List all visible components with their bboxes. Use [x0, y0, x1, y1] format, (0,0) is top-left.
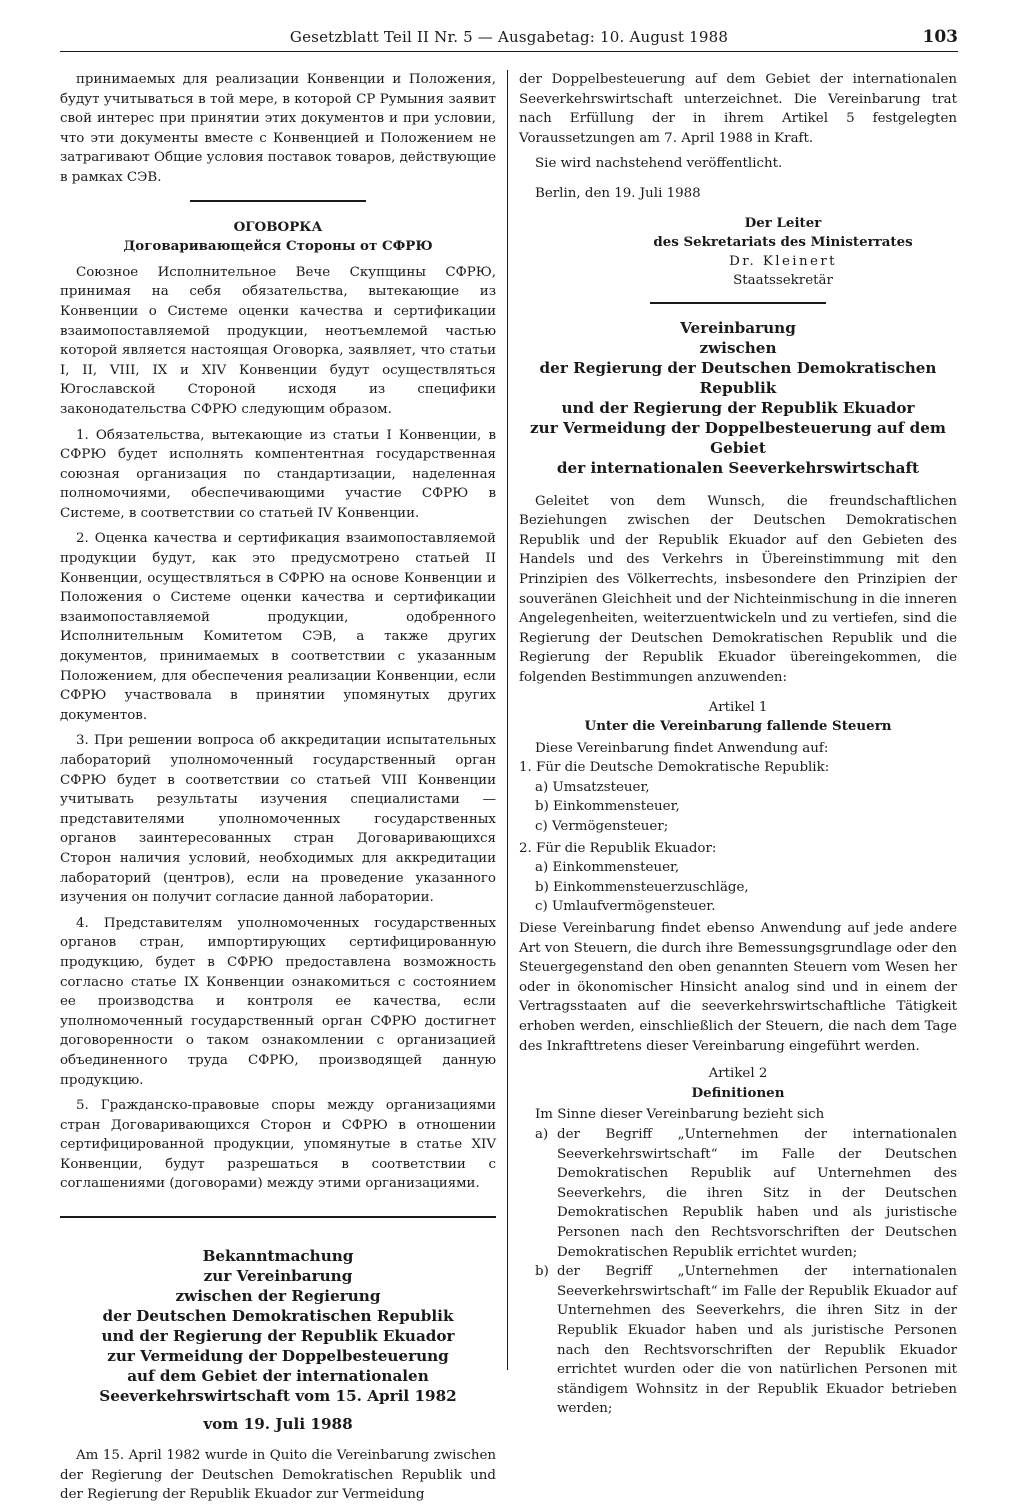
announcement-title-line: und der Regierung der Republik Ekuador — [101, 1327, 455, 1346]
preamble: Geleitet von dem Wunsch, die freundschaftlichen Beziehungen zwischen der Deutschen Demokratischen Republik und der Republik Ekuador auf den Gebieten des Handels und des Verkehrs in Übereinstimmung mit den Prinzipien des Völkerrechts, insbesondere den Prinzipien der souveränen Gleichheit und der Nichteinmischung in die inneren Angelegenheiten, weiterzuentwickeln und zu vertiefen, sind die Regierung der Deutschen Demokratischen Republik und die Regierung der Republik Ekuador übereingekommen, die folgenden Bestimmungen anzuwenden: — [519, 493, 957, 685]
article-2-lead: Im Sinne dieser Vereinbarung bezieht sich — [535, 1107, 825, 1123]
definition-item — [519, 1125, 957, 1262]
agreement-title-line: zur Vermeidung der Doppelbesteuerung auf dem Gebiet — [530, 418, 946, 457]
article-1-group-1: 1. Für die Deutsche Demokratische Republik: — [519, 760, 830, 776]
left-column — [60, 70, 496, 1503]
page-header — [60, 28, 958, 52]
reservation-point-4: 4. Представителям уполномоченных государственных органов стран, импортирующих сертифицированную продукцию, будет в СФРЮ предоставлена возможность согласно статье IX Конвенции ознакомиться с состоянием ее производства и контроля ее качества, если уполномоченный государственный орган СФРЮ достигнет договоренности о таком ознакомлении с организацией объединенного труда СФРЮ, производящей данную продукцию. — [60, 915, 496, 1088]
signatory-line-1: Der Leiter — [744, 214, 822, 231]
definition-mark: b) — [535, 1264, 549, 1280]
article-1-lead: Diese Vereinbarung findet Anwendung auf: — [535, 740, 829, 756]
continuation-paragraph: der Doppelbesteuerung auf dem Gebiet der internationalen Seeverkehrswirtschaft unterzeichnet. Die Vereinbarung trat nach Erfüllung der in ihrem Artikel 5 festgelegten Voraussetzungen am 7. April 1988 in Kraft. — [519, 72, 957, 146]
announcement-title-line: zwischen der Regierung — [175, 1287, 381, 1306]
separator-line-full — [60, 1216, 496, 1218]
column-divider — [507, 70, 508, 1370]
list-item: c) Umlaufvermögensteuer. — [535, 899, 716, 915]
list-item: a) Umsatzsteuer, — [535, 779, 650, 795]
definition-text: der Begriff „Unternehmen der internationalen Seeverkehrswirtschaft“ im Falle der Republik Ekuador auf Unternehmen des Seeverkehrs, die ihren Sitz in der Republik Ekuador haben und als juristische Personen nach den Rechtsvorschriften der Republik Ekuador errichtet wurden oder die von natürlichen Personen mit ständigem Wohnsitz in der Republik Ekuador betrieben werden; — [557, 1264, 957, 1417]
definition-item — [519, 1262, 957, 1419]
reservation-point-3: 3. При решении вопроса об аккредитации испытательных лабораторий уполномоченный государственный орган СФРЮ будет в соответствии со статьей VIII Конвенции учитывать результаты изучения специалистами — представителями уполномоченных государственных органов заинтересованных стран Договаривающихся Сторон наличия условий, необходимых для аккредитации лабораторий (центров), если на проведение указанного изучения он получит согласие данной лаборатории. — [60, 733, 496, 906]
announcement-title-line: Seeverkehrswirtschaft vom 15. April 1982 — [99, 1387, 457, 1406]
announcement-date: vom 19. Juli 1988 — [203, 1415, 353, 1434]
article-2-label: Artikel 2 — [708, 1066, 768, 1082]
article-1-group-2: 2. Für die Republik Ekuador: — [519, 840, 717, 856]
signatory-line-2: des Sekretariats des Ministerrates — [653, 233, 913, 250]
separator-line — [190, 200, 366, 202]
list-item: c) Vermögensteuer; — [535, 819, 669, 835]
announcement-text: Am 15. April 1982 wurde in Quito die Vereinbarung zwischen der Regierung der Deutschen Demokratischen Republik und der Regierung der Republik Ekuador zur Vermeidung — [60, 1448, 496, 1503]
place-date: Berlin, den 19. Juli 1988 — [535, 185, 701, 201]
agreement-title-line: und der Regierung der Republik Ekuador — [561, 398, 915, 417]
reservation-subtitle: Договаривающейся Стороны от СФРЮ — [123, 238, 433, 255]
article-1-label: Artikel 1 — [708, 699, 768, 715]
agreement-title-line: der internationalen Seeverkehrswirtschaft — [556, 458, 920, 477]
announcement-title-line: Bekanntmachung — [202, 1247, 354, 1266]
announcement-title-line: zur Vereinbarung — [203, 1267, 353, 1286]
article-2-heading: Definitionen — [691, 1084, 785, 1101]
published-note: Sie wird nachstehend veröffentlicht. — [535, 156, 783, 172]
article-1-heading: Unter die Vereinbarung fallende Steuern — [584, 718, 892, 735]
list-item: b) Einkommensteuer, — [535, 799, 680, 815]
signature-block — [609, 214, 957, 290]
agreement-title-line: Vereinbarung — [680, 318, 796, 337]
definition-text: der Begriff „Unternehmen der internationalen Seeverkehrswirtschaft“ im Falle der Deutschen Demokratischen Republik auf Unternehmen des Seeverkehrs, die ihren Sitz in der Deutschen Demokratischen Republik haben und als juristische Personen nach den Rechtsvorschriften der Deutschen Demokratischen Republik errichtet wurden; — [557, 1126, 957, 1260]
announcement-title — [60, 1246, 496, 1406]
announcement-title-line: zur Vermeidung der Doppelbesteuerung — [107, 1347, 449, 1366]
announcement-title-line: der Deutschen Demokratischen Republik — [102, 1307, 454, 1326]
reservation-text: Союзное Исполнительное Вече Скупщины СФРЮ, принимая на себя обязательства, вытекающие из Конвенции о Системе оценки качества и сертификации взаимопоставляемой продукции, неотъемлемой частью которой является настоящая Оговорка, заявляет, что статьи I, II, VIII, IX и XIV Конвенции будут осуществляться Югославской Стороной исходя из специфики законодательства СФРЮ следующим образом. — [60, 264, 496, 417]
reservation-point-1: 1. Обязательства, вытекающие из статьи I Конвенции, в СФРЮ будет исполнять компентентная государственная союзная организация по стандартизации, наделенная полномочиями, обеспечивающими участие СФРЮ в Системе, в соответствии со статьей IV Конвенции. — [60, 427, 496, 521]
reservation-point-2: 2. Оценка качества и сертификация взаимопоставляемой продукции будут, как это предусмотрено статьей II Конвенции, осуществляться в СФРЮ на основе Конвенции и Положения о Системе оценки качества и сертификации взаимопоставляемой продукции, одобренного Исполнительным Комитетом СЭВ, а также других документов, принимаемых в соответствии с указанным Положением, для обеспечения реализации Конвенции, если СФРЮ участвовала в принятии упомянутых других документов. — [60, 531, 496, 723]
page-number: 103 — [922, 27, 958, 47]
group-2-list — [519, 858, 957, 917]
agreement-title — [519, 318, 957, 478]
right-column — [519, 70, 957, 1417]
reservation-point-5: 5. Гражданско-правовые споры между организациями стран Договаривающихся Сторон и СФРЮ в отношении сертифицированной продукции, упомянутые в статье XIV Конвенции, будут разрешаться в соответствии с соглашениями (договорами) между этими организациями. — [60, 1098, 496, 1192]
signatory-name: Dr. Kleinert — [729, 253, 837, 269]
signatory-position: Staatssekretär — [733, 272, 833, 288]
agreement-title-line: zwischen — [699, 338, 777, 357]
announcement-title-line: auf dem Gebiet der internationalen — [127, 1367, 429, 1386]
list-item: a) Einkommensteuer, — [535, 860, 680, 876]
group-1-list — [519, 778, 957, 837]
reservation-title: ОГОВОРКА — [233, 218, 323, 235]
definition-mark: a) — [535, 1126, 549, 1142]
intro-paragraph: принимаемых для реализации Конвенции и Положения, будут учитываться в той мере, в которой СР Румыния заявит свой интерес при принятии этих документов и при условии, что эти документы вместе с Конвенцией и Положением не затрагивают Общие условия поставок товаров, действующие в рамках СЭВ. — [60, 72, 496, 185]
agreement-title-line: der Regierung der Deutschen Demokratischen Republik — [539, 358, 937, 397]
header-title: Gesetzblatt Teil II Nr. 5 — Ausgabetag: 10. August 1988 — [289, 28, 729, 46]
separator-line — [650, 302, 826, 304]
list-item: b) Einkommensteuerzuschläge, — [535, 879, 749, 895]
article-1-closing: Diese Vereinbarung findet ebenso Anwendung auf jede andere Art von Steuern, die durch ihre Bemessungsgrundlage oder den Steuergegenstand den oben genannten Steuern vom Wesen her oder in ökonomischer Hinsicht analog sind und in einem der Vertragsstaaten auf die seeverkehrswirtschaftliche Tätigkeit erhoben werden, einschließlich der Steuern, die nach dem Tage des Inkrafttretens dieser Vereinbarung eingeführt werden. — [519, 921, 957, 1054]
